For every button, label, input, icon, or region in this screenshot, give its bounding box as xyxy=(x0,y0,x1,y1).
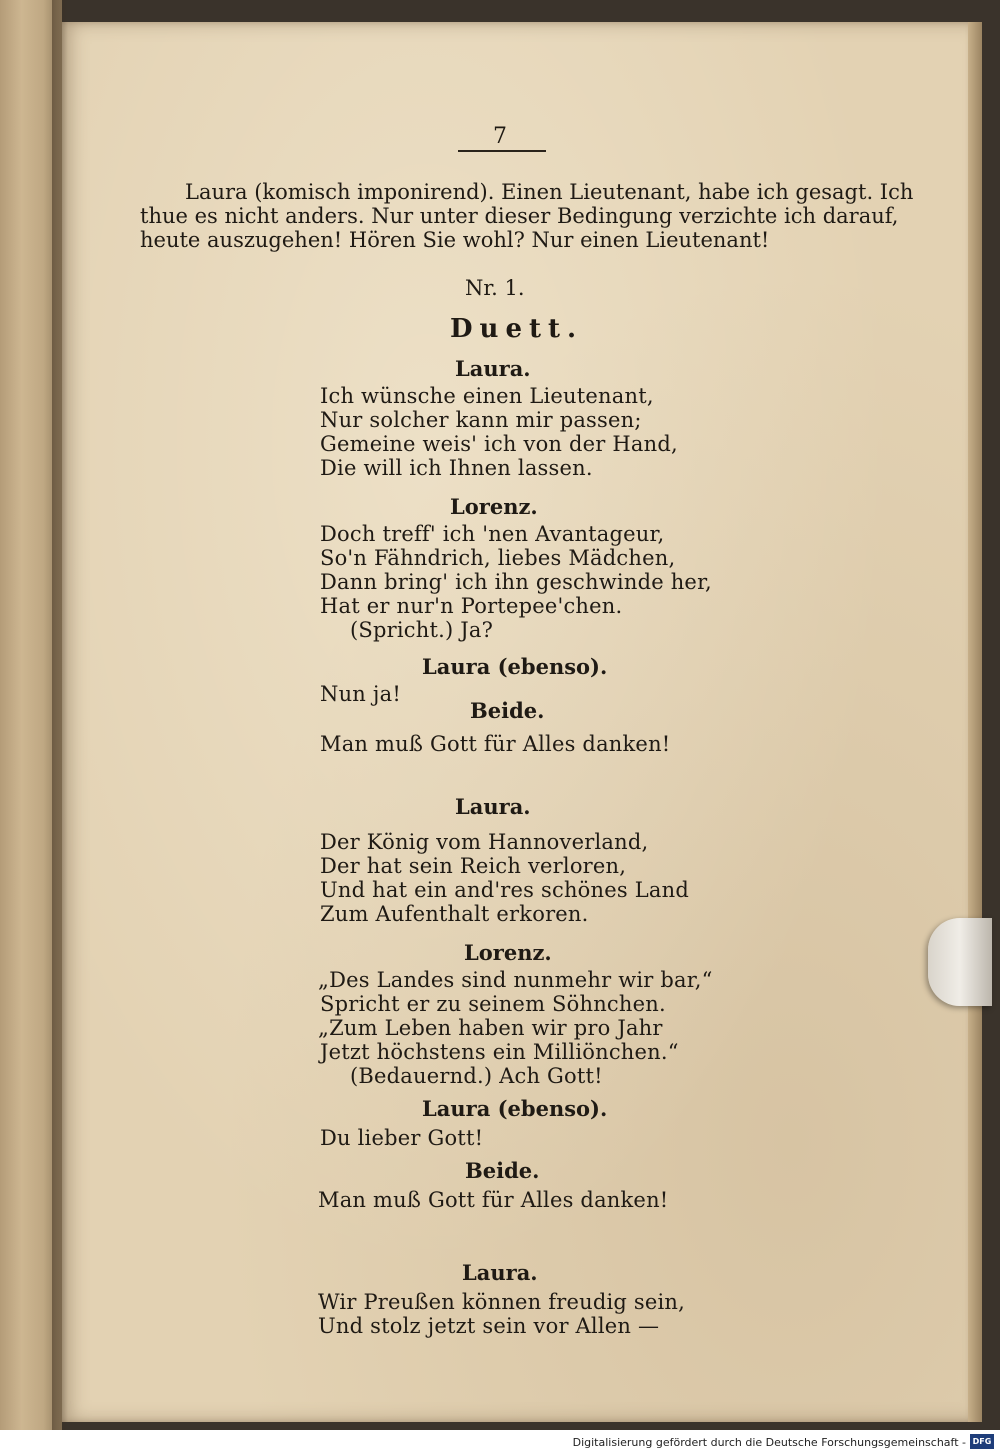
speaker-name: Beide. xyxy=(465,1158,540,1183)
verse-line: Du lieber Gott! xyxy=(320,1126,484,1150)
verse-line: „Des Landes sind nunmehr wir bar,“ xyxy=(318,968,713,992)
book-gutter xyxy=(52,0,68,1430)
number-label: Nr. 1. xyxy=(465,276,525,300)
verse-line: Jetzt höchstens ein Milliönchen.“ xyxy=(320,1040,679,1064)
verse-line: Wir Preußen können freudig sein, xyxy=(318,1290,686,1314)
verse-line: Nun ja! xyxy=(320,682,401,706)
funding-credit: Digitalisierung gefördert durch die Deutsche Forschungsgemeinschaft - xyxy=(572,1436,966,1449)
verse-line: Der hat sein Reich verloren, xyxy=(320,854,627,878)
verse-line: Zum Aufenthalt erkoren. xyxy=(320,902,589,926)
right-page-edge xyxy=(968,22,982,1422)
speaker-name: Lorenz. xyxy=(464,940,552,965)
verse-line: Ich wünsche einen Lieutenant, xyxy=(320,384,654,408)
verse-line: Dann bring' ich ihn geschwinde her, xyxy=(320,570,712,594)
speaker-name: Lorenz. xyxy=(450,494,538,519)
verse-line: Der König vom Hannoverland, xyxy=(320,830,649,854)
verse-line: Man muß Gott für Alles danken! xyxy=(320,732,671,756)
speaker-name: Laura (ebenso). xyxy=(422,1096,608,1121)
verse-line: Und hat ein and'res schönes Land xyxy=(320,878,689,902)
verse-line: Doch treff' ich 'nen Avantageur, xyxy=(320,522,665,546)
page-number: 7 xyxy=(493,124,507,149)
verse-line: „Zum Leben haben wir pro Jahr xyxy=(318,1016,663,1040)
speaker-name: Beide. xyxy=(470,698,545,723)
verse-line: Hat er nur'n Portepee'chen. xyxy=(320,594,623,618)
verse-line: Und stolz jetzt sein vor Allen — xyxy=(318,1314,660,1338)
speaker-name: Laura. xyxy=(462,1260,538,1285)
verse-line: Man muß Gott für Alles danken! xyxy=(318,1188,669,1212)
footer-bar xyxy=(0,1430,1000,1455)
speaker-name: Laura. xyxy=(455,356,531,381)
intro-line: thue es nicht anders. Nur unter dieser Bedingung verzichte ich darauf, xyxy=(140,204,899,228)
stage-direction: (Bedauernd.) Ach Gott! xyxy=(350,1064,603,1088)
verse-line: So'n Fähndrich, liebes Mädchen, xyxy=(320,546,676,570)
page-clip xyxy=(928,918,992,1006)
dfg-logo: DFG xyxy=(970,1434,994,1449)
verse-line: Nur solcher kann mir passen; xyxy=(320,408,642,432)
page-number-rule xyxy=(458,150,546,152)
verse-line: Gemeine weis' ich von der Hand, xyxy=(320,432,678,456)
stage-direction: (Spricht.) Ja? xyxy=(350,618,494,642)
intro-line: heute auszugehen! Hören Sie wohl? Nur einen Lieutenant! xyxy=(140,228,770,252)
speaker-name: Laura (ebenso). xyxy=(422,654,608,679)
speaker-name: Laura. xyxy=(455,794,531,819)
verse-line: Die will ich Ihnen lassen. xyxy=(320,456,593,480)
verse-line: Spricht er zu seinem Söhnchen. xyxy=(320,992,666,1016)
section-title: Duett. xyxy=(450,314,584,344)
intro-line: Laura (komisch imponirend). Einen Lieutenant, habe ich gesagt. Ich xyxy=(185,180,914,204)
